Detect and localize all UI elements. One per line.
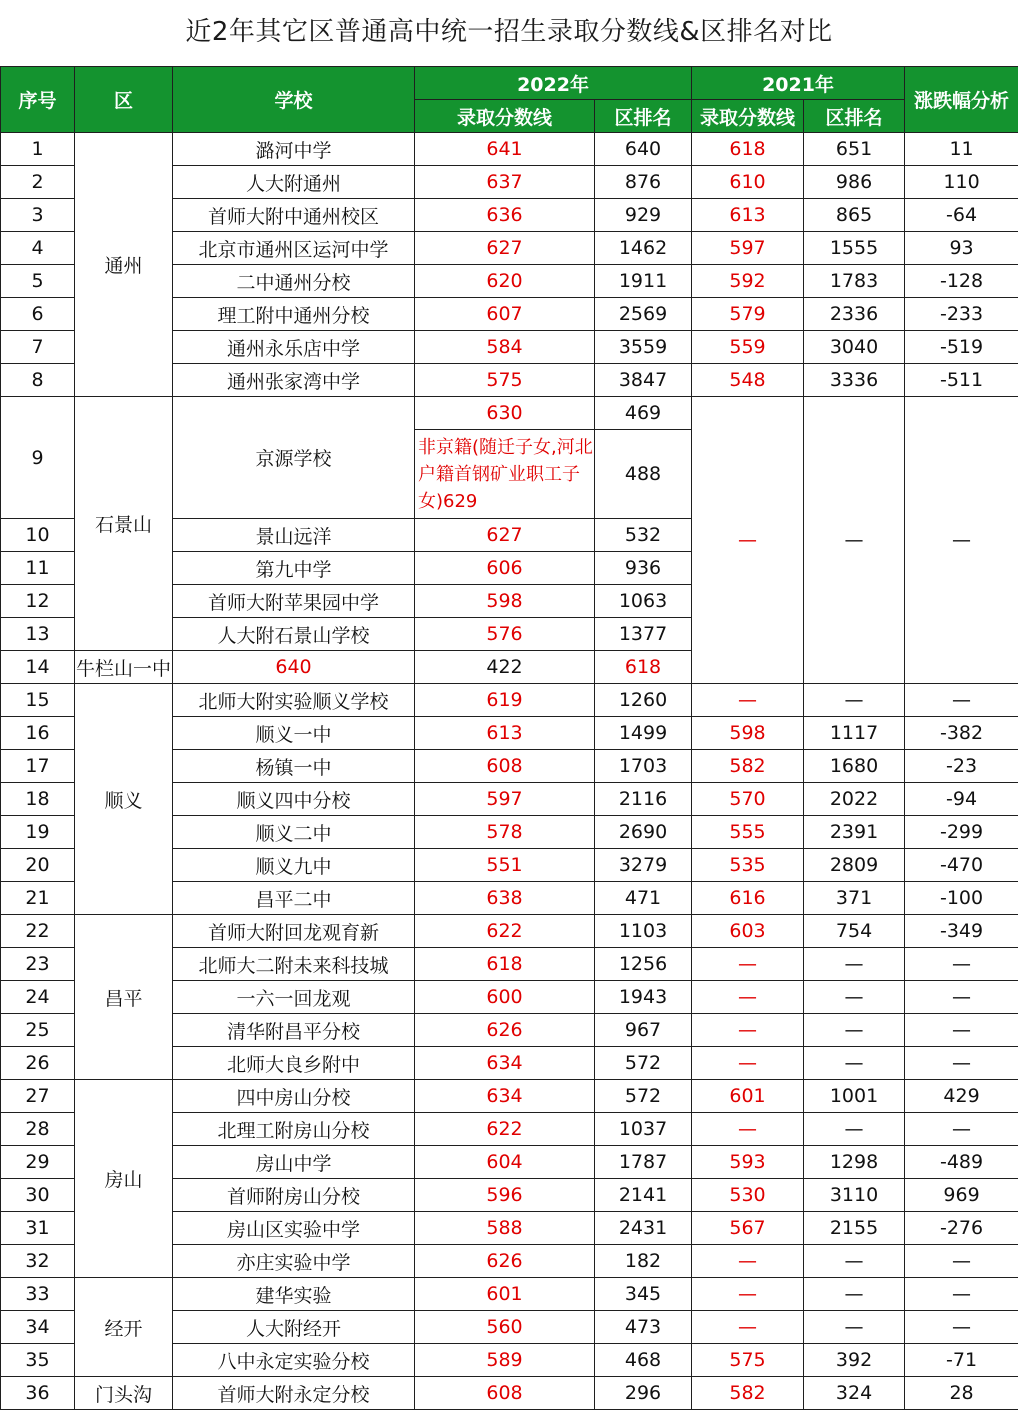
header-district: 区 [75,67,173,133]
row-index: 12 [1,585,75,618]
change-value: -382 [905,717,1018,750]
score-2021: — [692,1311,804,1344]
table-row [1,684,1018,717]
row-index: 9 [1,397,75,519]
rank-2022: 3279 [595,849,692,882]
score-2022: 619 [415,684,595,717]
rank-2021: 865 [804,199,905,232]
table-row [1,915,1018,948]
score-2022: 606 [415,552,595,585]
school-name: 理工附中通州分校 [173,298,415,331]
rank-2022: 296 [595,1377,692,1410]
score-2022: 638 [415,882,595,915]
rank-2022: 1256 [595,948,692,981]
score-2022: 636 [415,199,595,232]
rank-2021: 3110 [804,1179,905,1212]
change-value: -233 [905,298,1018,331]
change-value: — [905,981,1018,1014]
score-2022: 560 [415,1311,595,1344]
rank-2021: 2022 [804,783,905,816]
score-2022: 600 [415,981,595,1014]
score-2022: 597 [415,783,595,816]
school-name: 人大附经开 [173,1311,415,1344]
school-name: 北师大二附未来科技城 [173,948,415,981]
score-2022: 575 [415,364,595,397]
score-2021: 582 [692,750,804,783]
change-value: — [905,1113,1018,1146]
rank-2021: — [804,948,905,981]
score-2021: 603 [692,915,804,948]
score-2021: 593 [692,1146,804,1179]
rank-2021: — [804,1047,905,1080]
rank-2022: 967 [595,1014,692,1047]
school-name: 北师大附实验顺义学校 [173,684,415,717]
change-value: -64 [905,199,1018,232]
school-name: 八中永定实验分校 [173,1344,415,1377]
rank-2021: 3040 [804,331,905,364]
row-index: 5 [1,265,75,298]
header-rank-2022: 区排名 [595,100,692,133]
school-name: 房山中学 [173,1146,415,1179]
score-2022: 601 [415,1278,595,1311]
score-2021: — [692,1278,804,1311]
score-2022: 622 [415,915,595,948]
row-index: 11 [1,552,75,585]
change-value: — [905,948,1018,981]
header-school: 学校 [173,67,415,133]
row-index: 13 [1,618,75,651]
row-index: 36 [1,1377,75,1410]
school-name: 房山区实验中学 [173,1212,415,1245]
rank-2022: 1499 [595,717,692,750]
rank-2021: 1680 [804,750,905,783]
change-value: -470 [905,849,1018,882]
score-2022: 578 [415,816,595,849]
district-cell: 通州 [75,133,173,397]
rank-2021: 3336 [804,364,905,397]
score-2022: 634 [415,1047,595,1080]
rank-2022: 1260 [595,684,692,717]
score-2021: 575 [692,1344,804,1377]
header-index: 序号 [1,67,75,133]
rank-2021: 1555 [804,232,905,265]
school-name: 牛栏山一中 [75,651,173,684]
score-2021: 597 [692,232,804,265]
change-value: -94 [905,783,1018,816]
rank-2021: — [804,684,905,717]
row-index: 19 [1,816,75,849]
page-title: 近2年其它区普通高中统一招生录取分数线&区排名对比 [185,17,833,47]
school-name: 二中通州分校 [173,265,415,298]
district-cell: 顺义 [75,684,173,915]
score-2022: 630 [415,397,595,430]
score-2021: 618 [595,651,692,684]
table-row [1,397,1018,430]
rank-2022: 876 [595,166,692,199]
school-name: 首师大附永定分校 [173,1377,415,1410]
score-2022: 596 [415,1179,595,1212]
rank-2022: 1703 [595,750,692,783]
score-2022: 620 [415,265,595,298]
rank-2022: 1103 [595,915,692,948]
score-2021: 610 [692,166,804,199]
rank-2022: 2431 [595,1212,692,1245]
rank-2021: 754 [804,915,905,948]
rank-2022: 936 [595,552,692,585]
score-2021: 618 [692,133,804,166]
table-header [1,67,1018,133]
score-2021: 579 [692,298,804,331]
rank-2021: 371 [804,882,905,915]
score-2022: 637 [415,166,595,199]
change-value: -100 [905,882,1018,915]
rank-2022: 468 [595,1344,692,1377]
table-row [1,1080,1018,1113]
row-index: 32 [1,1245,75,1278]
school-name: 顺义四中分校 [173,783,415,816]
change-value: 11 [905,133,1018,166]
school-name: 人大附石景山学校 [173,618,415,651]
change-value: -489 [905,1146,1018,1179]
score-2021: 582 [692,1377,804,1410]
rank-2022: 1787 [595,1146,692,1179]
row-index: 29 [1,1146,75,1179]
score-2021: 592 [692,265,804,298]
school-name: 杨镇一中 [173,750,415,783]
row-index: 28 [1,1113,75,1146]
table-row [1,133,1018,166]
row-index: 27 [1,1080,75,1113]
row-index: 24 [1,981,75,1014]
rank-2022: 2690 [595,816,692,849]
change-value: -519 [905,331,1018,364]
row-index: 8 [1,364,75,397]
row-index: 10 [1,519,75,552]
score-2021: 559 [692,331,804,364]
score-2021: — [692,1014,804,1047]
school-name: 景山远洋 [173,519,415,552]
row-index: 6 [1,298,75,331]
rank-2021: 2809 [804,849,905,882]
rank-2022: 2141 [595,1179,692,1212]
rank-2022: 345 [595,1278,692,1311]
rank-2021: — [804,1245,905,1278]
rank-2022: 1911 [595,265,692,298]
row-index: 4 [1,232,75,265]
rank-2022: 1943 [595,981,692,1014]
rank-2022: 1037 [595,1113,692,1146]
row-index: 22 [1,915,75,948]
change-value: — [905,1278,1018,1311]
school-name: 清华附昌平分校 [173,1014,415,1047]
row-index: 7 [1,331,75,364]
row-index: 35 [1,1344,75,1377]
change-value: -71 [905,1344,1018,1377]
score-2021: — [692,1245,804,1278]
score-2022: 607 [415,298,595,331]
score-2022: 608 [415,750,595,783]
row-index: 23 [1,948,75,981]
school-name: 第九中学 [173,552,415,585]
change-value: -511 [905,364,1018,397]
rank-2021: — [804,1311,905,1344]
score-2022: 622 [415,1113,595,1146]
score-2021: 598 [692,717,804,750]
score-2022: 604 [415,1146,595,1179]
header-rank-2021: 区排名 [804,100,905,133]
score-2022: 618 [415,948,595,981]
change-value: 969 [905,1179,1018,1212]
rank-2021: — [804,1113,905,1146]
table-row [1,1377,1018,1410]
score-2021: 535 [692,849,804,882]
change-value: — [905,1311,1018,1344]
score-2021: 548 [692,364,804,397]
school-name: 建华实验 [173,1278,415,1311]
score-2021: — [692,948,804,981]
rank-2022: 572 [595,1047,692,1080]
score-2022: 588 [415,1212,595,1245]
score-2021: 570 [692,783,804,816]
school-name: 人大附通州 [173,166,415,199]
score-2021: 616 [692,882,804,915]
rank-2022: 473 [595,1311,692,1344]
rank-2022: 1063 [595,585,692,618]
admission-table [0,66,1018,1410]
row-index: 21 [1,882,75,915]
score-2022: 627 [415,519,595,552]
school-name: 首师附房山分校 [173,1179,415,1212]
rank-2021: 2155 [804,1212,905,1245]
score-2022: 634 [415,1080,595,1113]
school-name: 顺义一中 [173,717,415,750]
table-body [1,133,1018,1410]
score-2021: 530 [692,1179,804,1212]
rank-2021: — [804,1014,905,1047]
school-name: 北师大良乡附中 [173,1047,415,1080]
rank-2022: 422 [415,651,595,684]
row-index: 18 [1,783,75,816]
change-value: -299 [905,816,1018,849]
row-index: 2 [1,166,75,199]
rank-2021: 1783 [804,265,905,298]
rank-2022: 3847 [595,364,692,397]
change-value: -128 [905,265,1018,298]
row-index: 15 [1,684,75,717]
rank-2021: 1298 [804,1146,905,1179]
score-2022: 640 [173,651,415,684]
rank-2021: 2336 [804,298,905,331]
change-value: 110 [905,166,1018,199]
district-cell: 门头沟 [75,1377,173,1410]
school-name: 首师大附苹果园中学 [173,585,415,618]
score-2022: 627 [415,232,595,265]
score-2021: — [692,397,804,684]
rank-2022: 1377 [595,618,692,651]
row-index: 31 [1,1212,75,1245]
table-row [1,1278,1018,1311]
score-2022: 608 [415,1377,595,1410]
rank-2021: — [804,981,905,1014]
score-2022-note: 非京籍(随迁子女,河北户籍首钢矿业职工子女)629 [415,430,595,519]
row-index: 20 [1,849,75,882]
school-name: 北京市通州区运河中学 [173,232,415,265]
rank-2021: 2391 [804,816,905,849]
rank-2022: 929 [595,199,692,232]
score-2022: 589 [415,1344,595,1377]
rank-2022: 532 [595,519,692,552]
rank-2022: 572 [595,1080,692,1113]
row-index: 16 [1,717,75,750]
school-name: 通州张家湾中学 [173,364,415,397]
school-name: 北理工附房山分校 [173,1113,415,1146]
rank-2022: 182 [595,1245,692,1278]
district-cell: 昌平 [75,915,173,1080]
score-2022: 626 [415,1014,595,1047]
header-year-2022: 2022年 [415,67,692,100]
change-value: — [905,1245,1018,1278]
row-index: 25 [1,1014,75,1047]
score-2021: — [692,684,804,717]
score-2022: 626 [415,1245,595,1278]
rank-2022: 2116 [595,783,692,816]
rank-2022: 3559 [595,331,692,364]
school-name: 亦庄实验中学 [173,1245,415,1278]
change-value: — [905,1047,1018,1080]
score-2022: 576 [415,618,595,651]
score-2021: 567 [692,1212,804,1245]
district-cell: 石景山 [75,397,173,651]
change-value: -23 [905,750,1018,783]
score-2021: 601 [692,1080,804,1113]
score-2022: 584 [415,331,595,364]
rank-2022: 488 [595,430,692,519]
score-2022: 551 [415,849,595,882]
rank-2021: 392 [804,1344,905,1377]
school-name: 首师大附回龙观育新 [173,915,415,948]
header-score-2021: 录取分数线 [692,100,804,133]
rank-2021: — [804,1278,905,1311]
rank-2022: 640 [595,133,692,166]
change-value: — [905,684,1018,717]
rank-2022: 2569 [595,298,692,331]
change-value: — [905,397,1018,684]
row-index: 33 [1,1278,75,1311]
score-2022: 613 [415,717,595,750]
score-2021: 613 [692,199,804,232]
rank-2021: 1001 [804,1080,905,1113]
row-index: 3 [1,199,75,232]
school-name: 顺义二中 [173,816,415,849]
header-year-2021: 2021年 [692,67,905,100]
change-value: 93 [905,232,1018,265]
district-cell: 经开 [75,1278,173,1377]
row-index: 26 [1,1047,75,1080]
row-index: 1 [1,133,75,166]
score-2021: — [692,981,804,1014]
rank-2021: — [804,397,905,684]
rank-2022: 469 [595,397,692,430]
school-name: 首师大附中通州校区 [173,199,415,232]
rank-2022: 471 [595,882,692,915]
score-2022: 641 [415,133,595,166]
school-name: 昌平二中 [173,882,415,915]
school-name: 京源学校 [173,397,415,519]
change-value: 28 [905,1377,1018,1410]
rank-2021: 324 [804,1377,905,1410]
change-value: -349 [905,915,1018,948]
row-index: 17 [1,750,75,783]
score-2021: 555 [692,816,804,849]
score-2021: — [692,1047,804,1080]
school-name: 四中房山分校 [173,1080,415,1113]
header-change: 涨跌幅分析 [905,67,1018,133]
rank-2021: 1117 [804,717,905,750]
change-value: — [905,1014,1018,1047]
score-2021: — [692,1113,804,1146]
school-name: 潞河中学 [173,133,415,166]
score-2022: 598 [415,585,595,618]
row-index: 30 [1,1179,75,1212]
district-cell: 房山 [75,1080,173,1278]
row-index: 14 [1,651,75,684]
change-value: -276 [905,1212,1018,1245]
rank-2021: 651 [804,133,905,166]
school-name: 通州永乐店中学 [173,331,415,364]
rank-2021: 986 [804,166,905,199]
row-index: 34 [1,1311,75,1344]
rank-2022: 1462 [595,232,692,265]
school-name: 顺义九中 [173,849,415,882]
change-value: 429 [905,1080,1018,1113]
header-score-2022: 录取分数线 [415,100,595,133]
school-name: 一六一回龙观 [173,981,415,1014]
